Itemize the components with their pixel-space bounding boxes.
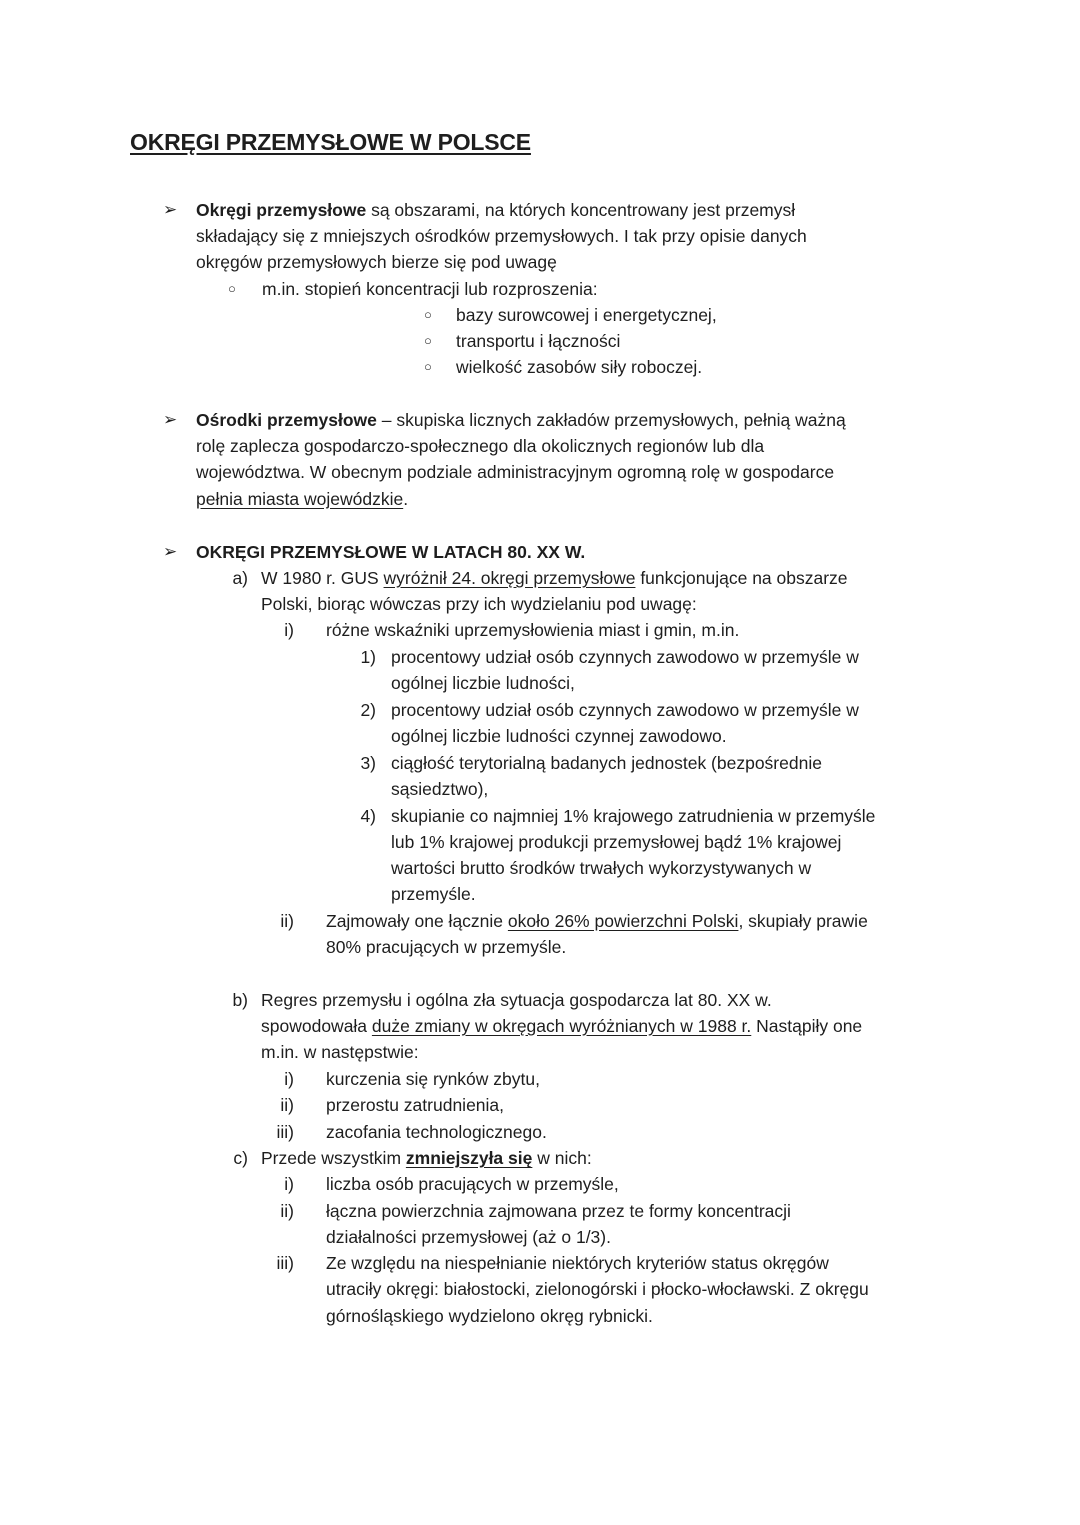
- underlined-text: pełnia miasta wojewódzkie: [196, 489, 404, 509]
- text-line: okręgów przemysłowych bierze się pod uwagę: [196, 252, 557, 272]
- text-line: [196, 486, 408, 512]
- list-item: wielkość zasobów siły roboczej.: [456, 357, 703, 377]
- list-item: liczba osób pracujących w przemyśle,: [326, 1174, 619, 1194]
- list-marker: c): [233, 1148, 248, 1168]
- bold-term: Ośrodki przemysłowe: [196, 410, 377, 430]
- text-line: przemyśle.: [391, 884, 476, 904]
- list-marker: b): [232, 990, 248, 1010]
- text-line: różne wskaźniki uprzemysłowienia miast i gmin, m.in.: [326, 620, 740, 640]
- circle-bullet-icon: ○: [228, 281, 236, 296]
- text-line: [196, 407, 846, 433]
- text-line: [261, 1145, 592, 1171]
- bold-term: Okręgi przemysłowe: [196, 200, 367, 220]
- list-marker: ii): [280, 1201, 294, 1221]
- list-marker: 3): [360, 753, 376, 773]
- text-span: Nastąpiły one: [751, 1016, 863, 1036]
- text-line: [196, 197, 795, 223]
- text-span: .: [403, 489, 409, 509]
- text-line: wartości brutto środków trwałych wykorzystywanych w: [391, 858, 812, 878]
- list-marker: 1): [360, 647, 376, 667]
- text-line: działalności przemysłowej (aż o 1/3).: [326, 1227, 611, 1247]
- text-line: województwa. W obecnym podziale administracyjnym ogromną rolę w gospodarce: [196, 462, 835, 482]
- text-line: sąsiedztwo),: [391, 779, 489, 799]
- text-line: składający się z mniejszych ośrodków przemysłowych. I tak przy opisie danych: [196, 226, 807, 246]
- list-marker: i): [284, 1069, 294, 1089]
- text-line: Ze względu na niespełnianie niektórych kryteriów status okręgów: [326, 1253, 829, 1273]
- section-heading: OKRĘGI PRZEMYSŁOWE W LATACH 80. XX W.: [196, 542, 586, 562]
- text-span: spowodowała: [261, 1016, 372, 1036]
- arrow-bullet-icon: ➢: [163, 200, 178, 219]
- text-line: lub 1% krajowej produkcji przemysłowej bądź 1% krajowej: [391, 832, 842, 852]
- text-line: ogólnej liczbie ludności,: [391, 673, 575, 693]
- list-item: transportu i łączności: [456, 331, 621, 351]
- text-span: Przede wszystkim: [261, 1148, 406, 1168]
- text-line: górnośląskiego wydzielono okręg rybnicki.: [326, 1306, 653, 1326]
- text-line: m.in. stopień koncentracji lub rozproszenia:: [262, 279, 598, 299]
- arrow-bullet-icon: ➢: [163, 542, 178, 561]
- text-span: W 1980 r. GUS: [261, 568, 384, 588]
- list-item: bazy surowcowej i energetycznej,: [456, 305, 717, 325]
- list-item: przerostu zatrudnienia,: [326, 1095, 505, 1115]
- circle-bullet-icon: ○: [424, 359, 432, 374]
- text-span: , skupiały prawie: [738, 911, 868, 931]
- list-marker: iii): [276, 1122, 294, 1142]
- circle-bullet-icon: ○: [424, 333, 432, 348]
- list-item: zacofania technologicznego.: [326, 1122, 547, 1142]
- text-line: 80% pracujących w przemyśle.: [326, 937, 567, 957]
- text-line: [261, 565, 848, 591]
- text-line: procentowy udział osób czynnych zawodowo w przemyśle w: [391, 647, 859, 667]
- text-span: funkcjonujące na obszarze: [635, 568, 848, 588]
- text-line: ogólnej liczbie ludności czynnej zawodowo.: [391, 726, 727, 746]
- text-line: Polski, biorąc wówczas przy ich wydzielaniu pod uwagę:: [261, 594, 697, 614]
- list-item: kurczenia się rynków zbytu,: [326, 1069, 540, 1089]
- list-marker: i): [284, 620, 294, 640]
- underlined-text: około 26% powierzchni Polski: [507, 911, 739, 931]
- text-line: procentowy udział osób czynnych zawodowo w przemyśle w: [391, 700, 859, 720]
- text-line: [326, 908, 868, 934]
- underlined-text: wyróżnił 24. okręgi przemysłowe: [383, 568, 636, 588]
- arrow-bullet-icon: ➢: [163, 410, 178, 429]
- text-span: są obszarami, na których koncentrowany jest przemysł: [366, 200, 796, 220]
- text-line: m.in. w następstwie:: [261, 1042, 419, 1062]
- list-marker: 2): [360, 700, 376, 720]
- text-line: skupianie co najmniej 1% krajowego zatrudnienia w przemyśle: [391, 806, 876, 826]
- bold-underlined-text: zmniejszyła się: [405, 1148, 533, 1168]
- circle-bullet-icon: ○: [424, 307, 432, 322]
- text-span: w nich:: [532, 1148, 592, 1168]
- text-line: łączna powierzchnia zajmowana przez te formy koncentracji: [326, 1201, 791, 1221]
- text-line: [261, 1013, 862, 1039]
- list-marker: iii): [276, 1253, 294, 1273]
- text-line: rolę zaplecza gospodarczo-społecznego dla okolicznych regionów lub dla: [196, 436, 765, 456]
- underlined-text: duże zmiany w okręgach wyróżnianych w 1988 r.: [371, 1016, 752, 1036]
- text-span: – skupiska licznych zakładów przemysłowych, pełnią ważną: [376, 410, 846, 430]
- text-line: utraciły okręgi: białostocki, zielonogórski i płocko-włocławski. Z okręgu: [326, 1279, 869, 1299]
- list-marker: i): [284, 1174, 294, 1194]
- list-marker: a): [232, 568, 248, 588]
- page-title: OKRĘGI PRZEMYSŁOWE W POLSCE: [130, 129, 531, 155]
- list-marker: ii): [280, 911, 294, 931]
- list-marker: ii): [280, 1095, 294, 1115]
- text-span: Zajmowały one łącznie: [326, 911, 508, 931]
- text-line: ciągłość terytorialną badanych jednostek (bezpośrednie: [391, 753, 822, 773]
- list-marker: 4): [360, 806, 376, 826]
- text-line: Regres przemysłu i ogólna zła sytuacja gospodarcza lat 80. XX w.: [261, 990, 772, 1010]
